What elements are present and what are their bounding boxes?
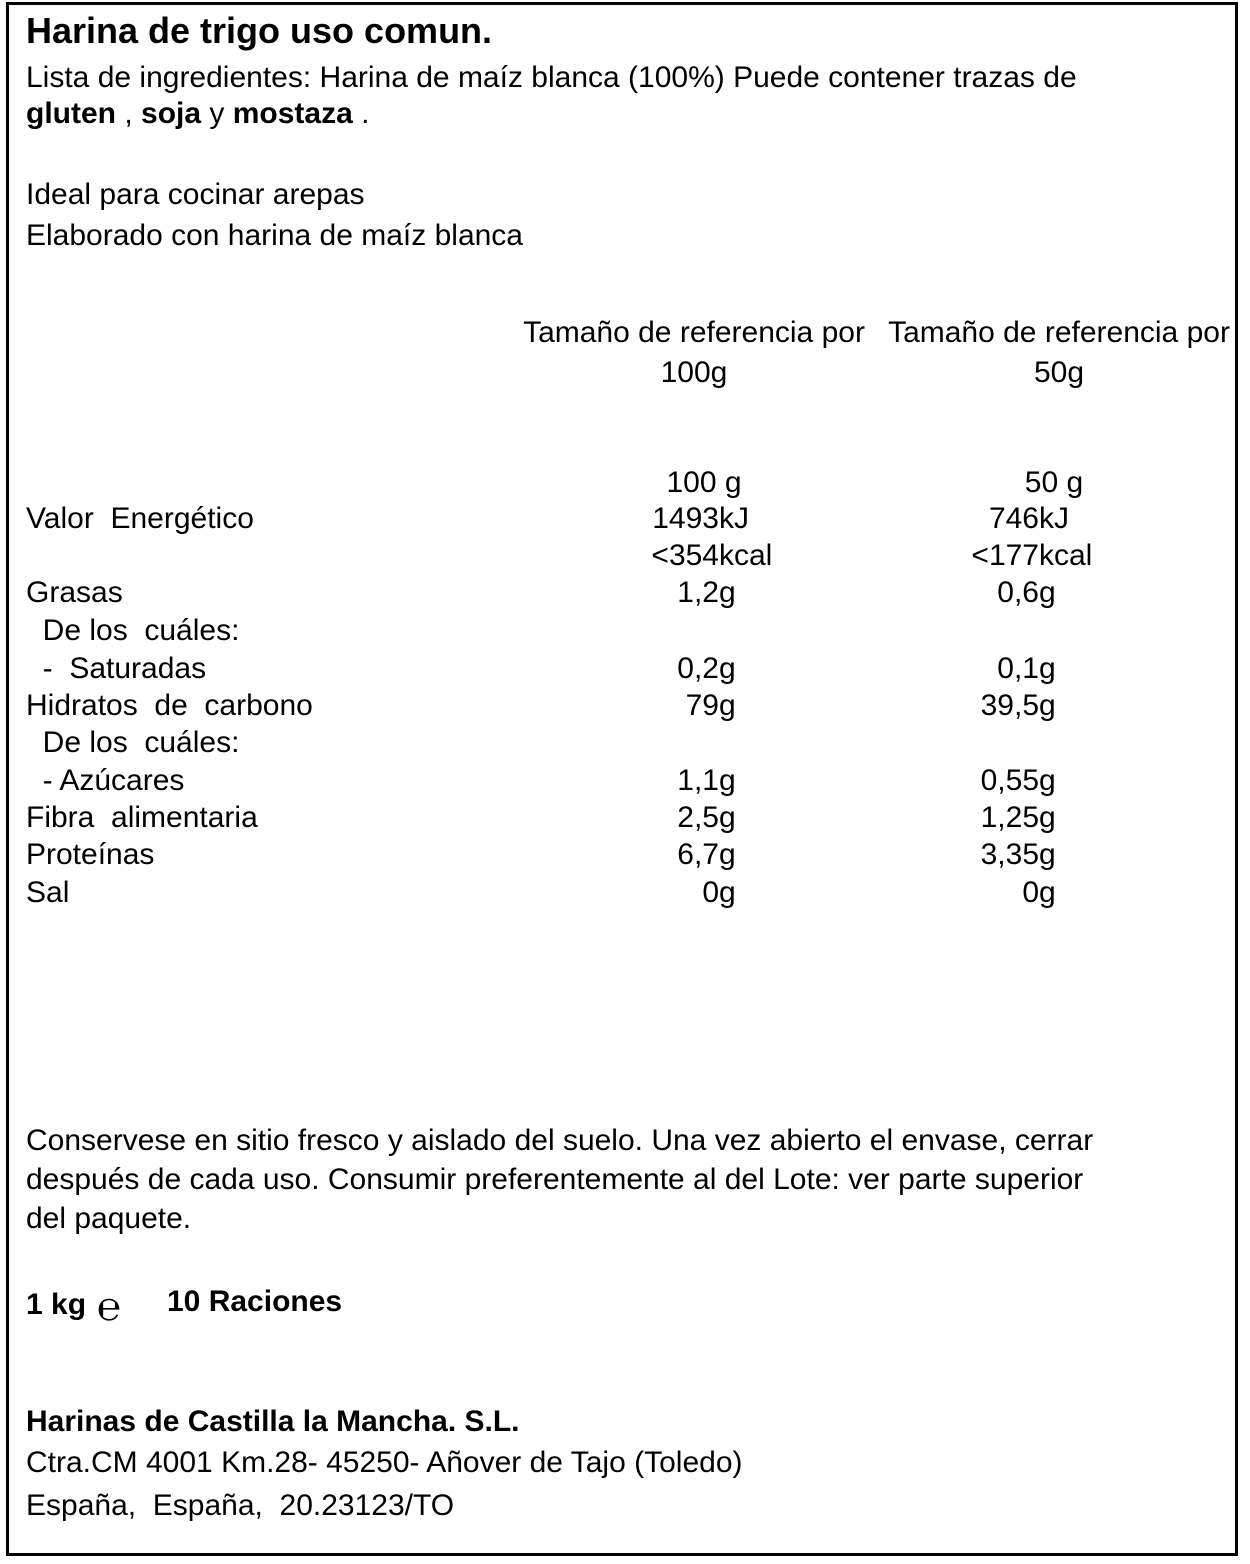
estimated-sign-icon: ℮ [97,1284,122,1330]
nutrient-label: Hidratos de carbono [26,689,313,722]
column-header-50g-unit: 50g [1033,356,1085,389]
portions: 10 Raciones [167,1285,343,1318]
nutrient-unit-100g: g [719,876,736,909]
nutrient-value-100g: 79 [685,689,719,722]
nutrient-label: - Saturadas [26,652,207,685]
nutrient-label: - Azúcares [26,764,185,797]
nutrient-unit-100g: g [719,652,736,685]
description-line: Elaborado con harina de maíz blanca [26,219,523,252]
nutrient-value-100g: 2,5 [677,801,719,834]
nutrient-label: Valor Energético [26,502,254,535]
nutrient-value-100g: 6,7 [677,838,719,871]
column-header-50g: Tamaño de referencia por [888,316,1230,349]
product-title: Harina de trigo uso comun. [26,10,493,51]
nutrient-value-50g: 0 [1022,876,1039,909]
storage-line: del paquete. [26,1202,192,1235]
ingredients-line: Lista de ingredientes: Harina de maíz blanca (100%) Puede contener trazas de [26,61,1077,94]
nutrient-value-50g: 3,35 [980,838,1039,871]
nutrient-value-50g: <177 [971,539,1039,572]
nutrient-sublabel: De los cuáles: [26,726,240,759]
nutrient-unit-50g: g [1039,876,1056,909]
column-header-100g: Tamaño de referencia por [523,316,865,349]
nutrient-label: Grasas [26,576,123,609]
nutrient-unit-100g: g [719,801,736,834]
column-amount-50g: 50 g [1024,466,1084,499]
nutrient-unit-50g: g [1039,801,1056,834]
nutrient-unit-100g: kJ [719,502,749,535]
nutrient-unit-50g: kcal [1039,539,1093,572]
storage-line: después de cada uso. Consumir preferentemente al del Lote: ver parte superior [26,1163,1084,1196]
nutrient-value-100g: <354 [651,539,719,572]
nutrient-unit-50g: g [1039,764,1056,797]
nutrient-value-100g: 1,1 [677,764,719,797]
nutrient-unit-50g: g [1039,838,1056,871]
description-line: Ideal para cocinar arepas [26,178,365,211]
column-header-100g-unit: 100g [660,356,728,389]
nutrient-value-100g: 0 [702,876,719,909]
company-registry: España, España, 20.23123/TO [26,1489,455,1522]
nutrient-unit-100g: g [719,838,736,871]
nutrient-value-50g: 39,5 [980,689,1039,722]
allergen-mostaza: mostaza [232,97,353,130]
nutrient-label: Sal [26,876,70,909]
nutrient-unit-100g: g [719,689,736,722]
company-address: Ctra.CM 4001 Km.28- 45250- Añover de Tajo (Toledo) [26,1446,743,1479]
nutrient-label: Fibra alimentaria [26,801,258,834]
allergen-gluten: gluten [26,97,116,130]
nutrient-value-50g: 0,55 [980,764,1039,797]
nutrient-unit-100g: g [719,576,736,609]
nutrient-unit-100g: kcal [719,539,773,572]
nutrient-value-50g: 0,6 [997,576,1039,609]
allergen-separator: y [201,97,233,130]
column-amount-100g: 100 g [666,466,742,499]
nutrient-unit-100g: g [719,764,736,797]
nutrition-label [6,2,1238,1556]
nutrient-unit-50g: g [1039,652,1056,685]
storage-line: Conservese en sitio fresco y aislado del suelo. Una vez abierto el envase, cerrar [26,1124,1094,1157]
nutrient-value-100g: 0,2 [677,652,719,685]
nutrient-unit-50g: kJ [1039,502,1069,535]
net-weight: 1 kg [26,1288,87,1321]
allergen-separator: . [352,97,370,130]
allergens-line [26,95,369,133]
nutrient-sublabel: De los cuáles: [26,614,240,647]
nutrient-unit-50g: g [1039,576,1056,609]
nutrient-value-50g: 746 [988,502,1039,535]
nutrient-label: Proteínas [26,838,155,871]
nutrient-value-50g: 0,1 [997,652,1039,685]
nutrient-unit-50g: g [1039,689,1056,722]
nutrient-value-100g: 1493 [652,502,719,535]
allergen-separator: , [116,97,142,130]
allergen-soja: soja [141,97,202,130]
nutrient-value-100g: 1,2 [677,576,719,609]
company-name: Harinas de Castilla la Mancha. S.L. [26,1405,520,1438]
nutrient-value-50g: 1,25 [980,801,1039,834]
